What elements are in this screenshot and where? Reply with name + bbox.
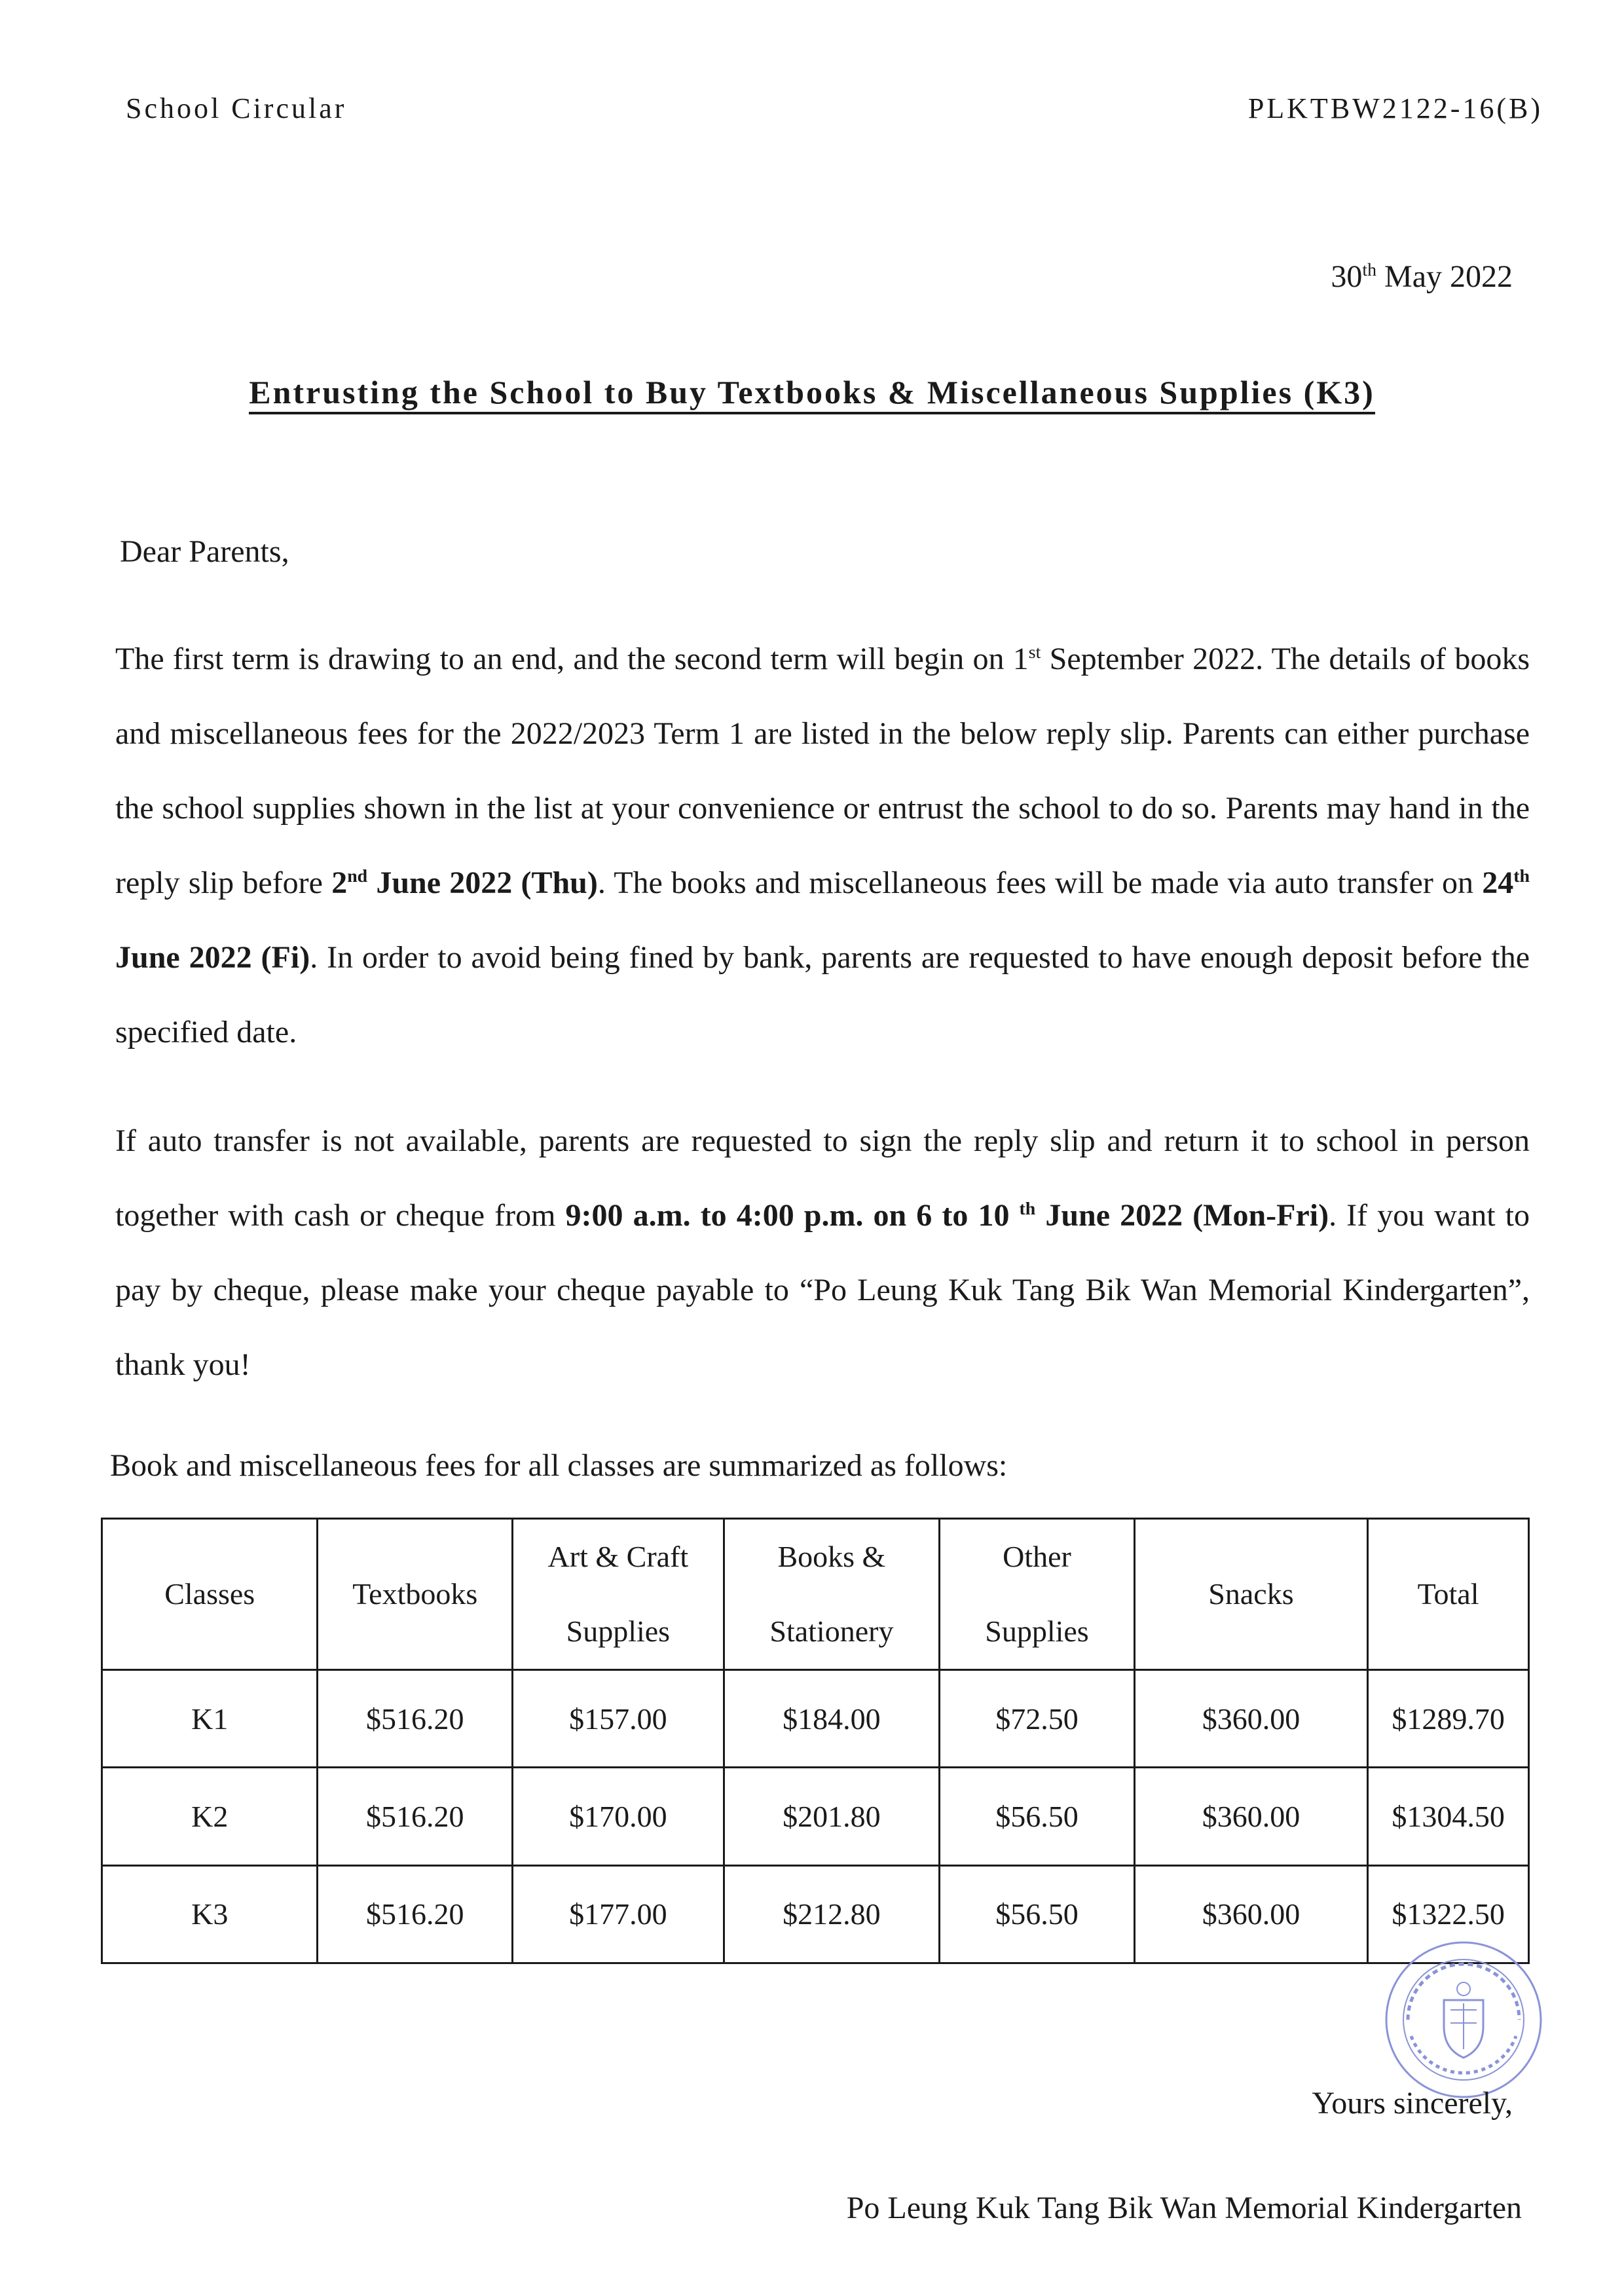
table-header-cell — [102, 1519, 318, 1670]
fee-cell: $72.50 — [940, 1670, 1135, 1768]
circular-reference-number: PLKTBW2122-16(B) — [1247, 92, 1543, 124]
fee-cell: $56.50 — [940, 1865, 1135, 1963]
table-header-cell — [940, 1519, 1135, 1670]
salutation: Dear Parents, — [120, 534, 289, 569]
header-line-1: Books & — [777, 1540, 886, 1573]
circular-title-text: Entrusting the School to Buy Textbooks & Miscellaneous Supplies (K3) — [249, 374, 1375, 414]
school-seal-stamp — [1369, 1931, 1559, 2108]
fee-cell: $1322.50 — [1368, 1865, 1529, 1963]
p2-text-d: . If you want to pay by cheque, please make your cheque payable to “Po Leung Kuk Tang Bik Wan Memorial Kindergarten”, thank you! — [115, 1198, 1530, 1382]
closing: Yours sincerely, — [1312, 2086, 1513, 2121]
fee-cell: $360.00 — [1134, 1768, 1367, 1865]
payment-window-suffix: th — [1019, 1199, 1036, 1219]
transfer-date-suffix: th — [1513, 866, 1530, 886]
reply-deadline-day: 2 — [331, 866, 348, 900]
fee-cell: $1289.70 — [1368, 1670, 1529, 1768]
table-header-cell — [1368, 1519, 1529, 1670]
summary-intro: Book and miscellaneous fees for all classes are summarized as follows: — [110, 1448, 1008, 1483]
fee-cell: $184.00 — [724, 1670, 940, 1768]
p2-text-a: If auto transfer is not available, parents are requested to sign the reply slip and return it to school in person together with cash or cheque from — [115, 1123, 1530, 1233]
header-line-1: Art & Craft — [547, 1540, 689, 1573]
fee-cell: $177.00 — [513, 1865, 724, 1963]
transfer-date-rest: June 2022 (Fi) — [115, 940, 310, 975]
fee-cell: $516.20 — [318, 1670, 513, 1768]
date-month-year: May 2022 — [1376, 259, 1513, 294]
reply-deadline-suffix: nd — [347, 866, 368, 886]
header-line-1: Other — [1003, 1540, 1071, 1573]
reply-deadline-rest: June 2022 (Thu) — [367, 866, 598, 900]
header-line-1: Total — [1417, 1577, 1479, 1611]
p1-text-e: . The books and miscellaneous fees will be made via auto transfer on — [597, 866, 1483, 900]
p1-text-h: . In order to avoid being fined by bank, parents are requested to have enough deposit before the specified date. — [115, 940, 1530, 1049]
header-line-2: Supplies — [566, 1614, 671, 1648]
fee-cell: $212.80 — [724, 1865, 940, 1963]
class-name-cell: K2 — [102, 1768, 318, 1865]
p1-sup-a: st — [1028, 642, 1041, 663]
header-line-2: Stationery — [769, 1614, 894, 1648]
circular-label: School Circular — [126, 92, 347, 124]
header-line-1: Textbooks — [352, 1577, 478, 1611]
table-header-cell — [1134, 1519, 1367, 1670]
header-line-2: Supplies — [985, 1614, 1089, 1648]
payment-window-rest: June 2022 (Mon-Fri) — [1035, 1198, 1329, 1233]
circular-date — [1331, 259, 1513, 295]
paragraph-payment-alternative — [115, 1104, 1530, 1402]
paragraph-term-details — [115, 622, 1530, 1070]
table-header-cell — [724, 1519, 940, 1670]
fee-cell: $56.50 — [940, 1768, 1135, 1865]
p1-text-b: September 2022. The details of books and miscellaneous fees for the 2022/2023 Term 1 are listed in the below reply slip. Parents can either purchase the school supplies shown in the list at your convenience or entrust the school to do so. Parents may hand in the reply slip before — [115, 642, 1530, 900]
fee-cell: $516.20 — [318, 1865, 513, 1963]
date-day: 30 — [1331, 259, 1363, 294]
table-row — [102, 1768, 1529, 1865]
circular-title — [0, 373, 1624, 411]
fee-cell: $1304.50 — [1368, 1768, 1529, 1865]
table-header-row — [102, 1519, 1529, 1670]
table-row — [102, 1670, 1529, 1768]
fee-cell: $201.80 — [724, 1768, 940, 1865]
date-suffix: th — [1362, 260, 1377, 280]
table-row — [102, 1865, 1529, 1963]
fee-cell: $360.00 — [1134, 1670, 1367, 1768]
reply-deadline — [331, 866, 598, 900]
table-header-cell — [318, 1519, 513, 1670]
signature-school-name: Po Leung Kuk Tang Bik Wan Memorial Kindergarten — [846, 2191, 1522, 2225]
payment-window-time: 9:00 a.m. to 4:00 p.m. on 6 to 10 — [565, 1198, 1020, 1233]
class-name-cell: K1 — [102, 1670, 318, 1768]
fee-cell: $157.00 — [513, 1670, 724, 1768]
fee-cell: $516.20 — [318, 1768, 513, 1865]
fees-table — [101, 1518, 1530, 1964]
transfer-date-day: 24 — [1482, 866, 1514, 900]
class-name-cell: K3 — [102, 1865, 318, 1963]
fee-cell: $360.00 — [1134, 1865, 1367, 1963]
fee-cell: $170.00 — [513, 1768, 724, 1865]
p1-text-a: The first term is drawing to an end, and the second term will begin on 1 — [115, 642, 1029, 676]
header-line-1: Snacks — [1208, 1577, 1294, 1611]
header-line-1: Classes — [164, 1577, 255, 1611]
payment-window — [566, 1198, 1329, 1233]
table-header-cell — [513, 1519, 724, 1670]
